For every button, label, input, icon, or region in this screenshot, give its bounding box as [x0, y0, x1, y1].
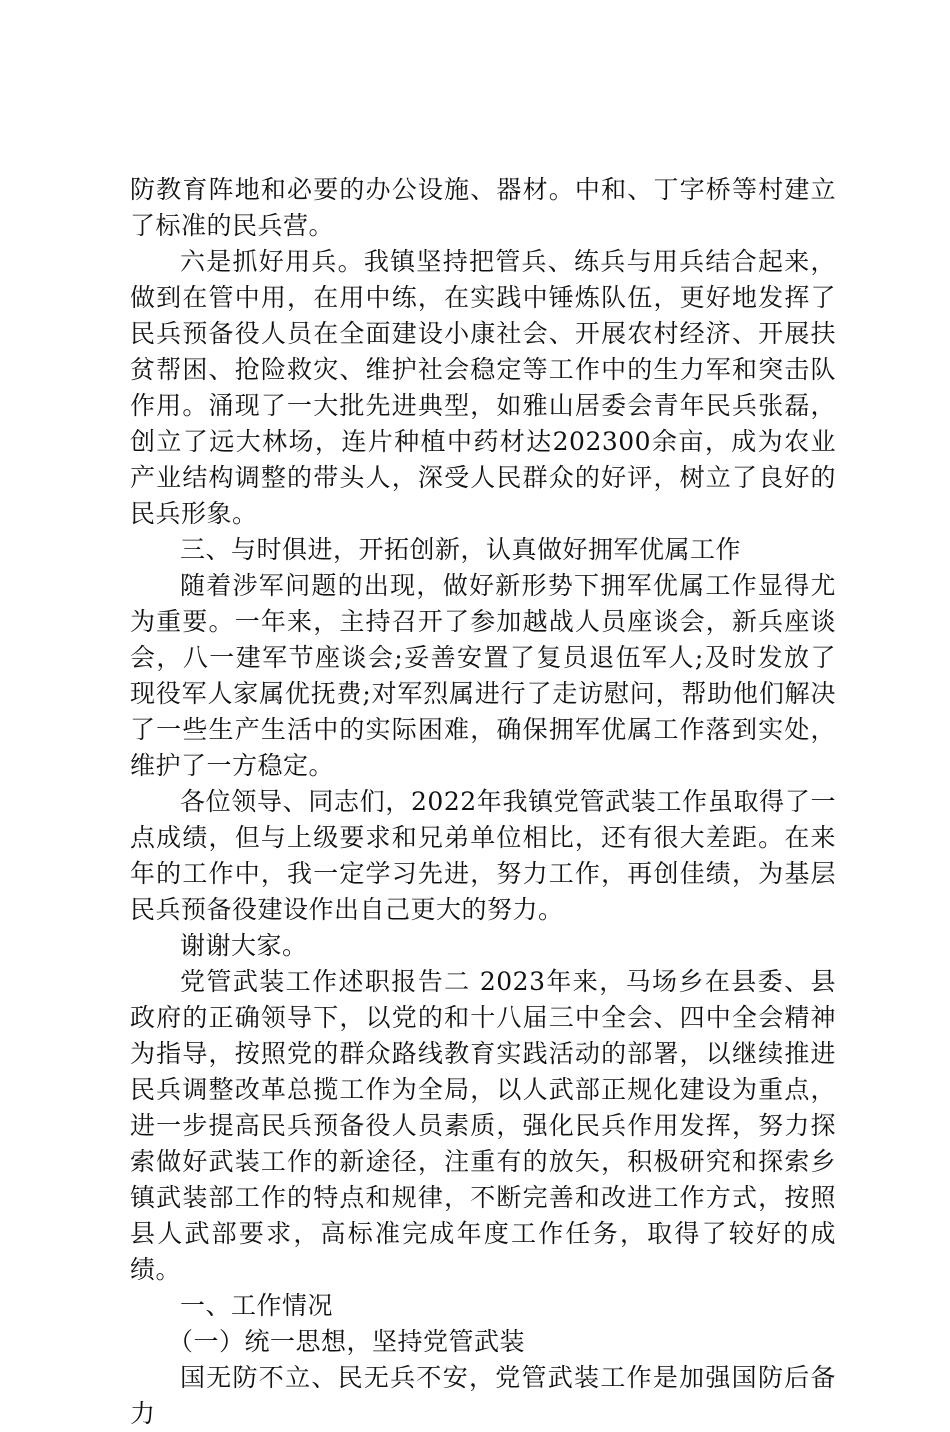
section-heading-military-support: 三、与时俱进，开拓创新，认真做好拥军优属工作 — [180, 535, 742, 564]
paragraph-continuation: 防教育阵地和必要的办公设施、器材。中和、丁字桥等村建立了标准的民兵营。 — [130, 175, 836, 240]
subsection-heading-unified-thinking: （一）统一思想，坚持党管武装 — [168, 1327, 526, 1356]
paragraph-thanks: 谢谢大家。 — [180, 931, 308, 960]
paragraph-national-defense: 国无防不立、民无兵不安，党管武装工作是加强国防后备力 — [130, 1363, 836, 1428]
document-body — [130, 172, 836, 1432]
paragraph-use-of-militia: 六是抓好用兵。我镇坚持把管兵、练兵与用兵结合起来，做到在管中用，在用中练，在实践中锤炼队伍，更好地发挥了民兵预备役人员在全面建设小康社会、开展农村经济、开展扶贫帮困、抢险救灾、维护社会稳定等工作中的生力军和突击队作用。涌现了一大批先进典型，如雅山居委会青年民兵张磊，创立了远大林场，连片种植中药材达202300余亩，成为农业产业结构调整的带头人，深受人民群众的好评，树立了良好的民兵形象。 — [130, 247, 836, 528]
paragraph-report-two-intro: 党管武装工作述职报告二 2023年来，马场乡在县委、县政府的正确领导下，以党的和十八届三中全会、四中全会精神为指导，按照党的群众路线教育实践活动的部署，以继续推进民兵调整改革总揽工作为全局，以人武部正规化建设为重点，进一步提高民兵预备役人员素质，强化民兵作用发挥，努力探索做好武装工作的新途径，注重有的放矢，积极研究和探索乡镇武装部工作的特点和规律，不断完善和改进工作方式，按照县人武部要求，高标准完成年度工作任务，取得了较好的成绩。 — [130, 967, 836, 1284]
section-heading-work-status: 一、工作情况 — [180, 1291, 334, 1320]
paragraph-closing-remarks: 各位领导、同志们，2022年我镇党管武装工作虽取得了一点成绩，但与上级要求和兄弟单位相比，还有很大差距。在来年的工作中，我一定学习先进，努力工作，再创佳绩，为基层民兵预备役建设作出自己更大的努力。 — [130, 787, 836, 924]
paragraph-military-support: 随着涉军问题的出现，做好新形势下拥军优属工作显得尤为重要。一年来，主持召开了参加越战人员座谈会，新兵座谈会，八一建军节座谈会;妥善安置了复员退伍军人;及时发放了现役军人家属优抚费;对军烈属进行了走访慰问，帮助他们解决了一些生产生活中的实际困难，确保拥军优属工作落到实处，维护了一方稳定。 — [130, 571, 836, 780]
